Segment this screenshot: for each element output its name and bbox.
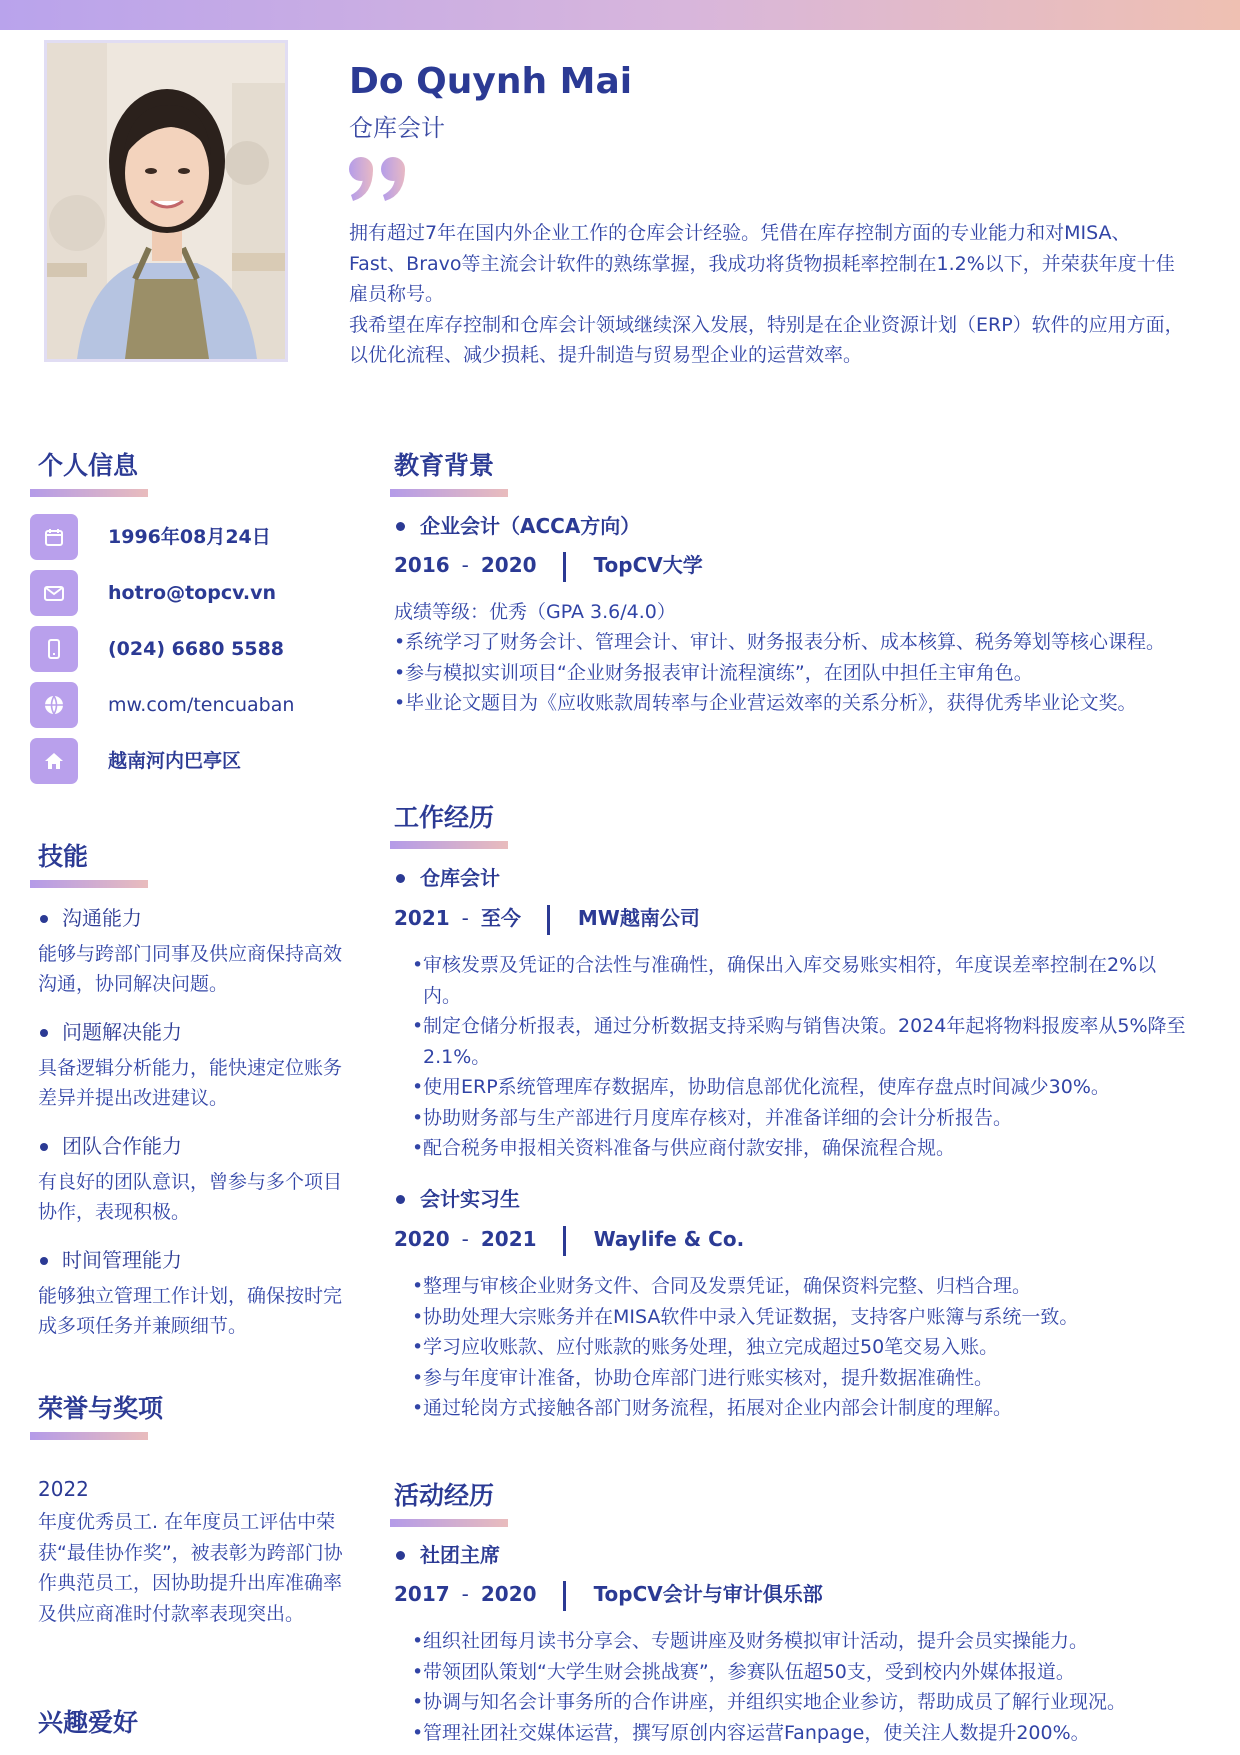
meta-divider — [563, 1581, 566, 1611]
skill-name: 团队合作能力 — [38, 1131, 348, 1161]
end-year: 至今 — [480, 906, 521, 930]
list-item: • 协调与知名会计事务所的合作讲座，并组织实地企业参访，帮助成员了解行业现况。 — [412, 1687, 1202, 1718]
date-dash: - — [461, 553, 469, 577]
start-year: 2017 — [394, 1582, 450, 1606]
work-bullets — [412, 950, 1192, 1164]
quote-icon — [347, 155, 413, 205]
date-dash: - — [461, 906, 469, 930]
profile-summary — [349, 218, 1184, 371]
award-year: 2022 — [38, 1477, 89, 1501]
skill-item — [38, 1017, 348, 1113]
activity-meta — [394, 1579, 823, 1611]
end-year: 2021 — [480, 1227, 537, 1251]
start-year: 2016 — [394, 553, 450, 577]
list-item: • 整理与审核企业财务文件、合同及发票凭证，确保资料完整、归档合理。 — [412, 1271, 1192, 1302]
candidate-role: 仓库会计 — [349, 114, 445, 142]
summary-paragraph: 拥有超过7年在国内外企业工作的仓库会计经验。凭借在库存控制方面的专业能力和对MISA、Fast、Bravo等主流会计软件的熟练掌握，我成功将货物损耗率控制在1.2%以下，并荣获年度十佳雇员称号。 — [349, 222, 1175, 305]
education-bullets — [394, 627, 1192, 719]
list-item: • 学习应收账款、应付账款的账务处理，独立完成超过50笔交易入账。 — [412, 1332, 1192, 1363]
section-underline — [390, 1519, 508, 1527]
work-title: 仓库会计 — [394, 863, 500, 893]
organization: TopCV会计与审计俱乐部 — [593, 1582, 823, 1606]
list-item: • 协助处理大宗账务并在MISA软件中录入凭证数据，支持客户账簿与系统一致。 — [412, 1302, 1192, 1333]
skill-name: 时间管理能力 — [38, 1245, 348, 1275]
list-item: • 管理社团社交媒体运营，撰写原创内容运营Fanpage，使关注人数提升200%。 — [412, 1718, 1202, 1749]
contact-email — [30, 570, 340, 616]
contact-phone — [30, 626, 340, 672]
section-underline — [30, 880, 148, 888]
organization: Waylife & Co. — [593, 1227, 745, 1251]
section-underline — [390, 489, 508, 497]
section-title-work: 工作经历 — [394, 803, 495, 832]
home-icon — [30, 738, 78, 784]
list-item: • 带领团队策划“大学生财会挑战赛”，参赛队伍超50支，受到校内外媒体报道。 — [412, 1657, 1202, 1688]
section-title-awards: 荣誉与奖项 — [38, 1394, 164, 1423]
list-item: • 审核发票及凭证的合法性与准确性，确保出入库交易账实相符，年度误差率控制在2%以内。 — [412, 950, 1192, 1011]
activity-bullets — [412, 1626, 1202, 1748]
start-year: 2020 — [394, 1227, 450, 1251]
profile-photo — [44, 40, 288, 362]
summary-paragraph: 我希望在库存控制和仓库会计领域继续深入发展，特别是在企业资源计划（ERP）软件的应用方面，以优化流程、减少损耗、提升制造与贸易型企业的运营效率。 — [349, 313, 1184, 366]
list-item: • 组织社团每月读书分享会、专题讲座及财务模拟审计活动，提升会员实操能力。 — [412, 1626, 1202, 1657]
list-item: • 毕业论文题目为《应收账款周转率与企业营运效率的关系分析》，获得优秀毕业论文奖。 — [394, 688, 1192, 719]
work-meta — [394, 1224, 744, 1256]
section-title-skills: 技能 — [38, 842, 89, 871]
section-underline — [30, 489, 148, 497]
award-desc: 年度优秀员工. 在年度员工评估中荣获“最佳协作奖”，被表彰为跨部门协作典范员工，因协助提升出库准确率及供应商准时付款率表现突出。 — [38, 1511, 343, 1625]
list-item: • 使用ERP系统管理库存数据库，协助信息部优化流程，使库存盘点时间减少30%。 — [412, 1072, 1192, 1103]
contact-birthday — [30, 514, 340, 560]
start-year: 2021 — [394, 906, 450, 930]
meta-divider — [563, 1226, 566, 1256]
candidate-name: Do Quynh Mai — [349, 61, 633, 102]
list-item: • 协助财务部与生产部进行月度库存核对，并准备详细的会计分析报告。 — [412, 1103, 1192, 1134]
skill-name: 沟通能力 — [38, 903, 348, 933]
skill-item — [38, 903, 348, 999]
contact-website — [30, 682, 340, 728]
list-item: • 制定仓储分析报表，通过分析数据支持采购与销售决策。2024年起将物料报废率从5%降至2.1%。 — [412, 1011, 1192, 1072]
calendar-icon — [30, 514, 78, 560]
section-title-hobbies: 兴趣爱好 — [38, 1708, 139, 1737]
mail-icon — [30, 570, 78, 616]
skill-desc: 能够与跨部门同事及供应商保持高效沟通，协同解决问题。 — [38, 943, 343, 995]
organization: TopCV大学 — [593, 553, 703, 577]
education-title: 企业会计（ACCA方向） — [394, 511, 640, 541]
top-gradient-bar — [0, 0, 1240, 30]
globe-icon — [30, 682, 78, 728]
end-year: 2020 — [480, 1582, 537, 1606]
list-item: • 参与年度审计准备，协助仓库部门进行账实核对，提升数据准确性。 — [412, 1363, 1192, 1394]
organization: MW越南公司 — [577, 906, 700, 930]
section-title-education: 教育背景 — [394, 451, 495, 480]
list-item: • 系统学习了财务会计、管理会计、审计、财务报表分析、成本核算、税务筹划等核心课程。 — [394, 627, 1192, 658]
contact-address — [30, 738, 340, 784]
skill-desc: 有良好的团队意识，曾参与多个项目协作，表现积极。 — [38, 1171, 343, 1223]
skill-name: 问题解决能力 — [38, 1017, 348, 1047]
section-title-activities: 活动经历 — [394, 1481, 495, 1510]
meta-divider — [547, 905, 550, 935]
address-value: 越南河内巴亭区 — [108, 750, 242, 772]
skill-desc: 具备逻辑分析能力，能快速定位账务差异并提出改进建议。 — [38, 1057, 343, 1109]
phone-icon — [30, 626, 78, 672]
work-title: 会计实习生 — [394, 1184, 520, 1214]
education-meta — [394, 550, 703, 582]
education-grade: 成绩等级：优秀（GPA 3.6/4.0） — [394, 601, 676, 623]
work-meta — [394, 903, 700, 935]
end-year: 2020 — [480, 553, 537, 577]
skill-item — [38, 1131, 348, 1227]
date-dash: - — [461, 1227, 469, 1251]
skill-item — [38, 1245, 348, 1341]
list-item: • 通过轮岗方式接触各部门财务流程，拓展对企业内部会计制度的理解。 — [412, 1393, 1192, 1424]
phone-value[interactable]: (024) 6680 5588 — [108, 638, 285, 660]
work-bullets — [412, 1271, 1192, 1424]
meta-divider — [563, 552, 566, 582]
list-item: • 配合税务申报相关资料准备与供应商付款安排，确保流程合规。 — [412, 1133, 1192, 1164]
birthday-value: 1996年08月24日 — [108, 526, 271, 548]
section-underline — [30, 1432, 148, 1440]
list-item: • 参与模拟实训项目“企业财务报表审计流程演练”，在团队中担任主审角色。 — [394, 658, 1192, 689]
section-underline — [390, 841, 508, 849]
website-value[interactable]: mw.com/tencuaban — [108, 694, 295, 716]
section-title-personal: 个人信息 — [38, 451, 139, 480]
email-value[interactable]: hotro@topcv.vn — [108, 582, 277, 604]
date-dash: - — [461, 1582, 469, 1606]
skill-desc: 能够独立管理工作计划，确保按时完成多项任务并兼顾细节。 — [38, 1285, 343, 1337]
activity-title: 社团主席 — [394, 1540, 500, 1570]
